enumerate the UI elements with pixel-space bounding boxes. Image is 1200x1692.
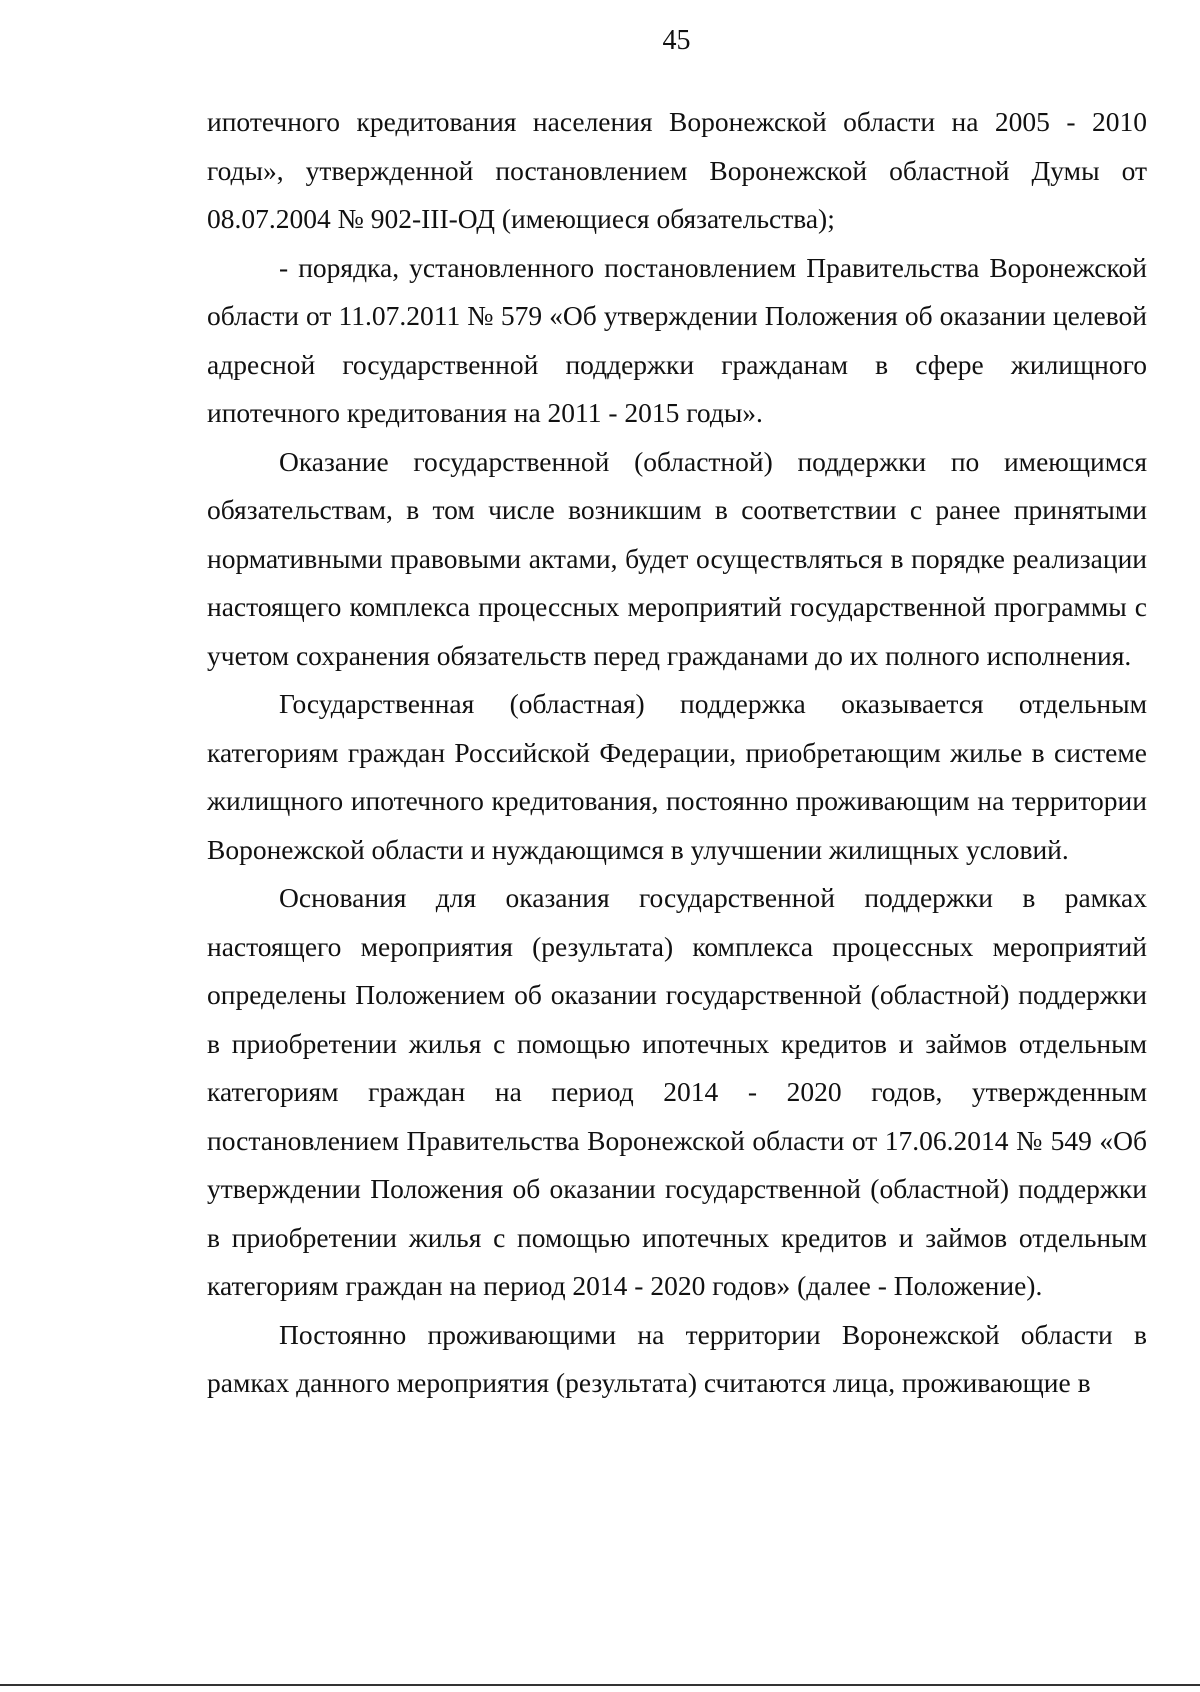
paragraph-residents: Постоянно проживающими на территории Воронежской области в рамках данного мероприятия (результата) считаются лица, проживающие в <box>207 1318 1147 1398</box>
paragraph-obligations: Оказание государственной (областной) поддержки по имеющимся обязательствам, в том числе возникшим в соответствии с ранее принятыми нормативными правовыми актами, будет осуществляться в порядке реализации настоящего комплекса процессных мероприятий государственной программы с учетом сохранения обязательств перед гражданами до их полного исполнения. <box>207 445 1147 671</box>
paragraph-grounds: Основания для оказания государственной поддержки в рамках настоящего мероприятия (результата) комплекса процессных мероприятий определены Положением об оказании государственной (областной) поддержки в приобретении жилья с помощью ипотечных кредитов и займов отдельным категориям граждан на период 2014 - 2020 годов, утвержденным постановлением Правительства Воронежской области от 17.06.2014 № 549 «Об утверждении Положения об оказании государственной (областной) поддержки в приобретении жилья с помощью ипотечных кредитов и займов отдельным категориям граждан на период 2014 - 2020 годов» (далее - Положение). <box>207 882 1147 1301</box>
paragraph-support-categories: Государственная (областная) поддержка оказывается отдельным категориям граждан Российской Федерации, приобретающим жилье в системе жилищного ипотечного кредитования, постоянно проживающим на территории Воронежской области и нуждающимся в улучшении жилищных условий. <box>207 688 1147 865</box>
paragraph-continuation: ипотечного кредитования населения Воронежской области на 2005 - 2010 годы», утвержденной постановлением Воронежской областной Думы от 08.07.2004 № 902-III-ОД (имеющиеся обязательства); <box>207 106 1147 234</box>
paragraph-list-item-order: - порядка, установленного постановлением Правительства Воронежской области от 11.07.2011 № 579 «Об утверждении Положения об оказании целевой адресной государственной поддержки гражданам в сфере жилищного ипотечного кредитования на 2011 - 2015 годы». <box>207 251 1147 428</box>
page-number: 45 <box>662 25 691 56</box>
document-body <box>207 98 1147 1408</box>
bottom-divider <box>0 1684 1200 1686</box>
